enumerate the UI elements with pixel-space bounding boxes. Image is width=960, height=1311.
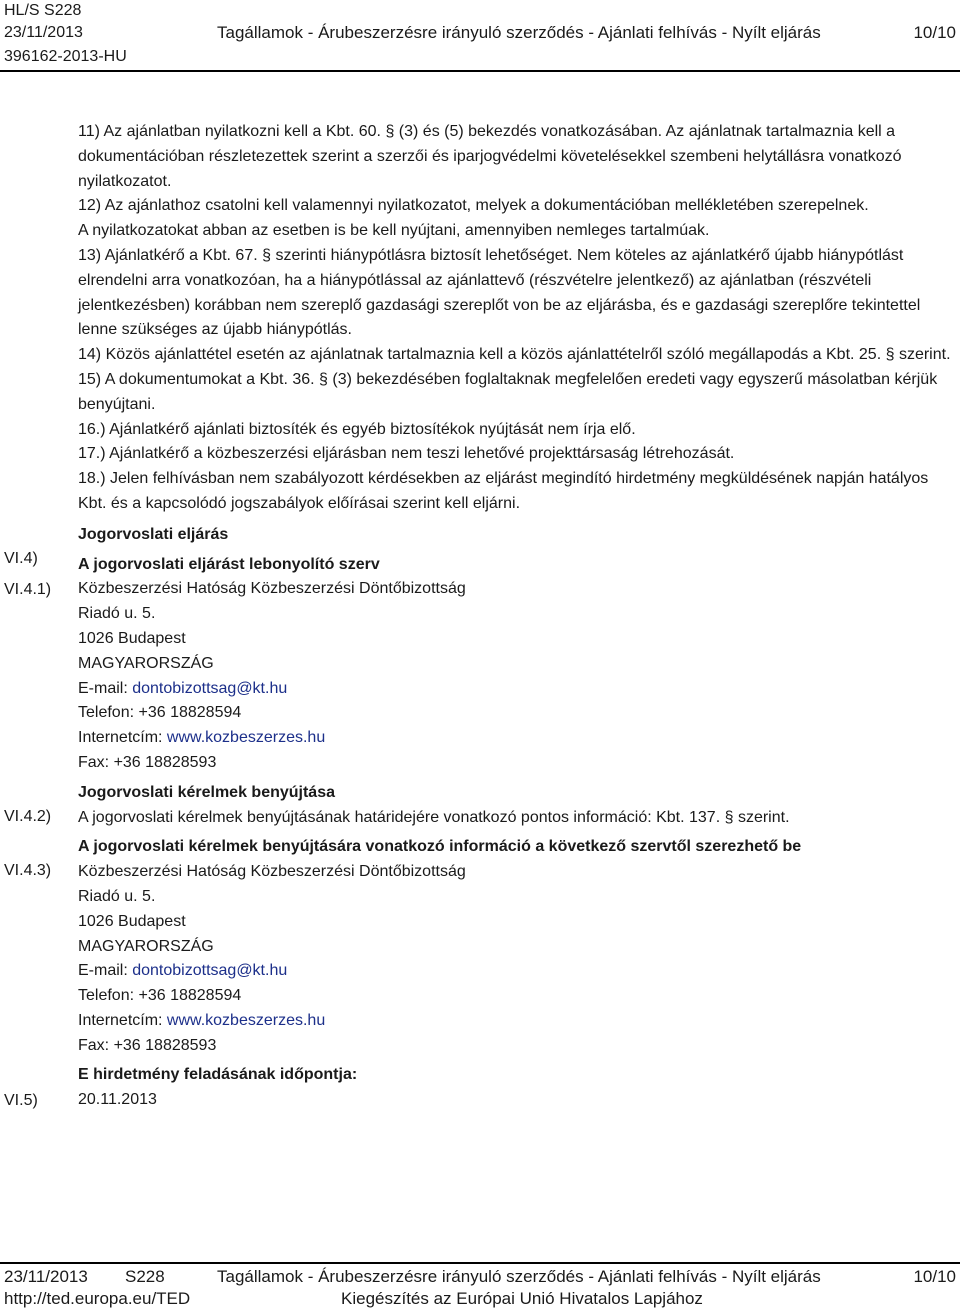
web-link[interactable]: www.kozbeszerzes.hu [166, 729, 326, 747]
review-body-city: 1026 Budapest [78, 629, 186, 647]
footer-publisher: Kiegészítés az Európai Unió Hivatalos Lapjához [341, 1289, 703, 1308]
footer-page-number: 10/10 [913, 1267, 956, 1286]
email-link[interactable]: dontobizottsag@kt.hu [132, 679, 288, 697]
review-body-country: MAGYARORSZÁG [78, 654, 214, 672]
header-doc-id: 396162-2013-HU [4, 48, 127, 65]
item-18: 18.) Jelen felhívásban nem szabályozott kérdésekben az eljárást megindító hirdetmény megküldésének napján hatályos Kbt. és a kapcsolódó jogszabályok előírásai szerint kell eljárni. [78, 470, 929, 512]
section-number-vi4: VI.4) [4, 550, 38, 567]
review-body-email-row [78, 677, 954, 702]
item-15: 15) A dokumentumokat a Kbt. 36. § (3) bekezdésében foglaltaknak megfelelően eredeti vagy egyszerű másolatban kérjük benyújtani. [78, 370, 938, 413]
info-body-email-row [78, 959, 954, 984]
section-number-vi5: VI.5) [4, 1092, 38, 1109]
review-body-web-row [78, 726, 954, 751]
info-body-fax: Fax: +36 18828593 [78, 1036, 217, 1054]
header-divider [0, 70, 960, 72]
header-date: 23/11/2013 [4, 24, 83, 41]
footer-date: 23/11/2013 [4, 1267, 88, 1286]
review-deadline-text: A jogorvoslati kérelmek benyújtásának határidejére vonatkozó pontos információ: Kbt. 137. § szerint. [78, 808, 790, 826]
header-page-number: 10/10 [913, 23, 956, 42]
info-body-phone: Telefon: +36 18828594 [78, 987, 242, 1005]
email-label: E-mail: [78, 679, 133, 697]
item-16: 16.) Ajánlatkérő ajánlati biztosíték és egyéb biztosítékok nyújtását nem írja elő. [78, 420, 636, 438]
item-12: 12) Az ajánlathoz csatolni kell valamennyi nyilatkozatot, melyek a dokumentációban mellékletében szerepelnek. [78, 197, 869, 215]
web-label: Internetcím: [78, 1011, 167, 1029]
footer-title: Tagállamok - Árubeszerzésre irányuló szerződés - Ajánlati felhívás - Nyílt eljárás [217, 1267, 821, 1286]
header-code: HL/S S228 [4, 2, 82, 19]
info-body-city: 1026 Budapest [78, 912, 186, 930]
info-body-country: MAGYARORSZÁG [78, 937, 214, 955]
review-body-fax: Fax: +36 18828593 [78, 753, 217, 771]
item-13: 13) Ajánlatkérő a Kbt. 67. § szerinti hiánypótlásra biztosít lehetőséget. Nem köteles az ajánlatkérő újabb hiánypótlást elrendelni arra vonatkozóan, ha a hiánypótlással az ajánlattevő (részvételre jelentkező) az ajánlatban (részvételi jelentkezésben) korábban nem szereplő gazdasági szereplőt von be az eljárásba, és e gazdasági szereplőre tekintettel lenne szükséges az újabb hiánypótlás. [78, 246, 921, 339]
item-11: 11) Az ajánlatban nyilatkozni kell a Kbt. 60. § (3) és (5) bekezdés vonatkozásában. Az ajánlatnak tartalmaznia kell a dokumentációban részletezettek szerint a szerzői és iparjogvédelmi követelésekkel szembeni helytállásra vonatkozó nyilatkozatot. [78, 123, 902, 190]
review-body-phone: Telefon: +36 18828594 [78, 704, 242, 722]
section-title-vi4: Jogorvoslati eljárás [78, 525, 229, 543]
info-body-org: Közbeszerzési Hatóság Közbeszerzési Döntőbizottság [78, 863, 466, 881]
web-label: Internetcím: [78, 729, 167, 747]
web-link[interactable]: www.kozbeszerzes.hu [166, 1011, 326, 1029]
item-17: 17.) Ajánlatkérő a közbeszerzési eljárásban nem teszi lehetővé projekttársaság létrehozását. [78, 445, 735, 463]
item-14: 14) Közös ajánlattétel esetén az ajánlatnak tartalmaznia kell a közös ajánlattételről szóló megállapodás a Kbt. 25. § szerint. [78, 346, 951, 364]
section-number-vi41: VI.4.1) [4, 581, 52, 598]
header-title: Tagállamok - Árubeszerzésre irányuló szerződés - Ajánlati felhívás - Nyílt eljárás [217, 23, 821, 42]
section-title-vi5: E hirdetmény feladásának időpontja: [78, 1066, 358, 1084]
section-title-vi42: Jogorvoslati kérelmek benyújtása [78, 783, 335, 801]
page-footer [0, 1262, 960, 1311]
footer-divider [0, 1262, 960, 1264]
section-number-vi42: VI.4.2) [4, 808, 52, 825]
footer-url[interactable]: http://ted.europa.eu/TED [4, 1289, 191, 1308]
page-header [0, 0, 960, 72]
dispatch-date: 20.11.2013 [78, 1091, 157, 1109]
section-title-vi43: A jogorvoslati kérelmek benyújtására vonatkozó információ a következő szervtől szerezhető be [78, 838, 802, 856]
review-body-street: Riadó u. 5. [78, 605, 156, 623]
email-label: E-mail: [78, 962, 133, 980]
footer-code: S228 [125, 1267, 165, 1286]
item-12-note: A nyilatkozatokat abban az esetben is be kell nyújtani, amennyiben nemleges tartalmúak. [78, 222, 710, 240]
email-link[interactable]: dontobizottsag@kt.hu [132, 962, 288, 980]
section-number-vi43: VI.4.3) [4, 862, 52, 879]
document-body [78, 120, 954, 1113]
review-body-org: Közbeszerzési Hatóság Közbeszerzési Döntőbizottság [78, 580, 466, 598]
info-body-street: Riadó u. 5. [78, 887, 156, 905]
section-title-vi41: A jogorvoslati eljárást lebonyolító szerv [78, 555, 380, 573]
info-body-web-row [78, 1009, 954, 1034]
